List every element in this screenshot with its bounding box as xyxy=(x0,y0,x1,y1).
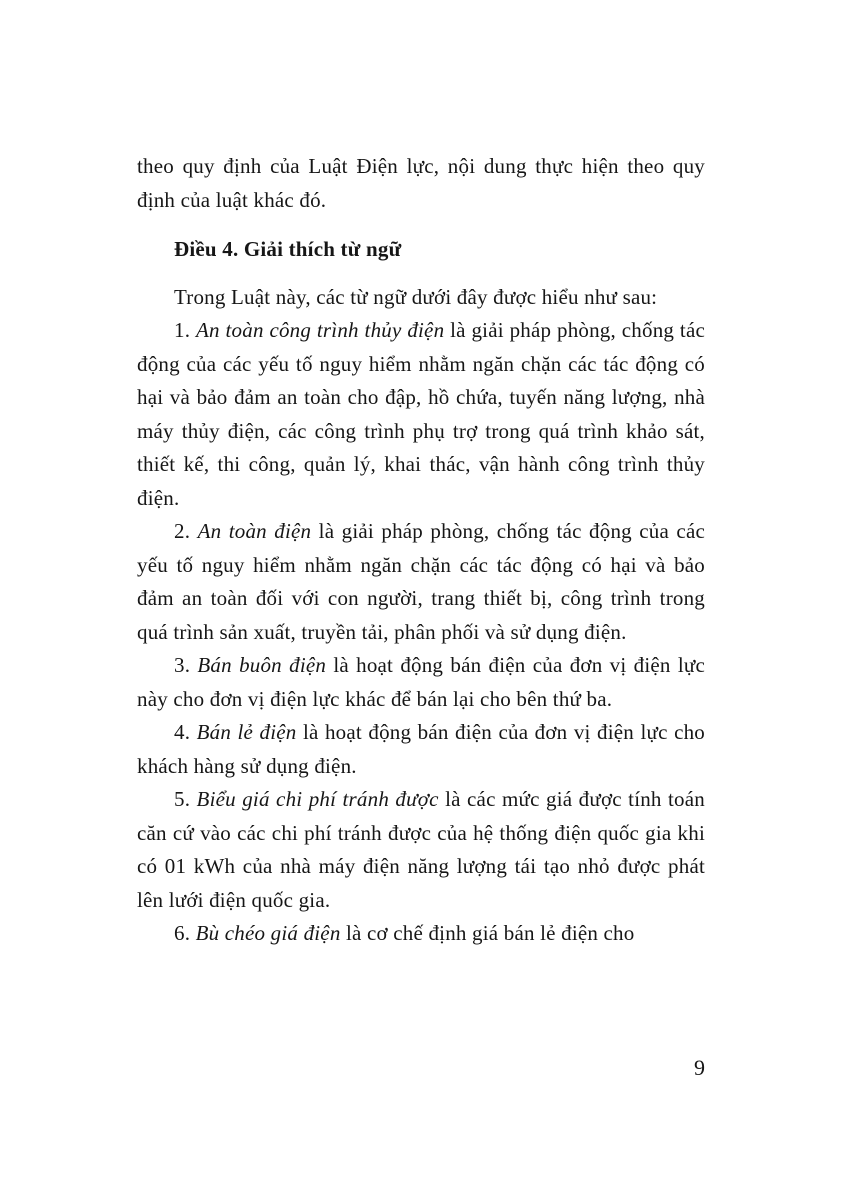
paragraph xyxy=(137,783,705,917)
text-run: 6. xyxy=(174,921,196,945)
text-run: 1. xyxy=(174,318,196,342)
paragraph xyxy=(137,314,705,515)
paragraph xyxy=(137,649,705,716)
defined-term: Bán lẻ điện xyxy=(196,720,297,744)
text-run: là hoạt động bán điện của đơn vị điện lực cho khách hàng sử dụng điện. xyxy=(137,720,705,778)
paragraph xyxy=(137,716,705,783)
text-run: 3. xyxy=(174,653,198,677)
paragraph xyxy=(137,281,705,315)
page-number: 9 xyxy=(694,1055,705,1080)
text-run: là hoạt động bán điện của đơn vị điện lực này cho đơn vị điện lực khác để bán lại cho bên thứ ba. xyxy=(137,653,705,711)
text-run: Trong Luật này, các từ ngữ dưới đây được hiểu như sau: xyxy=(174,284,658,309)
text-run: 2. xyxy=(174,519,198,543)
defined-term: An toàn công trình thủy điện xyxy=(195,318,445,342)
defined-term: Bù chéo giá điện xyxy=(195,921,341,945)
section-heading xyxy=(137,233,705,267)
defined-term: An toàn điện xyxy=(197,519,312,543)
paragraph xyxy=(137,150,705,217)
defined-term: Biểu giá chi phí tránh được xyxy=(196,787,439,811)
paragraph xyxy=(137,515,705,649)
text-run: Điều 4. Giải thích từ ngữ xyxy=(174,237,402,261)
text-run: là giải pháp phòng, chống tác động của các yếu tố nguy hiểm nhằm ngăn chặn các tác động có hại và bảo đảm an toàn đối với con người, trang thiết bị, công trình trong quá trình sản xuất, truyền tải, phân phối và sử dụng điện. xyxy=(137,519,705,644)
defined-term: Bán buôn điện xyxy=(197,653,327,677)
paragraph xyxy=(137,917,705,951)
text-block xyxy=(137,150,705,951)
text-run: 5. xyxy=(174,787,197,811)
text-run: 4. xyxy=(174,720,197,744)
text-run: theo quy định của Luật Điện lực, nội dung thực hiện theo quy định của luật khác đó. xyxy=(137,154,705,212)
text-run: là các mức giá được tính toán căn cứ vào các chi phí tránh được của hệ thống điện quốc gia khi có 01 kWh của nhà máy điện năng lượng tái tạo nhỏ được phát lên lưới điện quốc gia. xyxy=(137,787,705,912)
text-run: là cơ chế định giá bán lẻ điện cho xyxy=(340,921,635,945)
text-run: là giải pháp phòng, chống tác động của các yếu tố nguy hiểm nhằm ngăn chặn các tác động có hại và bảo đảm an toàn cho đập, hồ chứa, tuyến năng lượng, nhà máy thủy điện, các công trình phụ trợ trong quá trình khảo sát, thiết kế, thi công, quản lý, khai thác, vận hành công trình thủy điện. xyxy=(137,318,705,510)
